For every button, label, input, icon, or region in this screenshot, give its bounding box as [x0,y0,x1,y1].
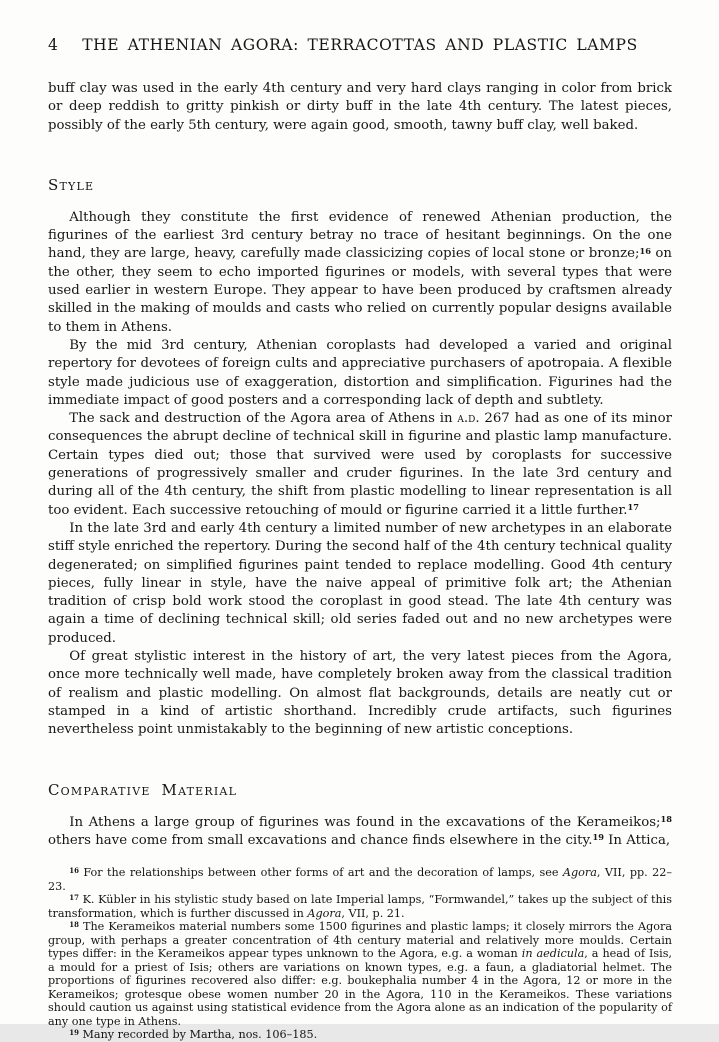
running-head [48,36,672,55]
footnote-19: $^{19}$ Many recorded by Martha, nos. 106–185. [69,1027,318,1042]
footnote-16: $^{16}$ For the relationships between other forms of art and the decoration of lamps, see Agora, VII, pp. 22–23. [48,865,672,893]
section-heading-style: Style [48,175,95,194]
body-text [48,80,672,850]
style-paragraph-5: Of great stylistic interest in the history of art, the very latest pieces from the Agora, once more technically well made, have completely broken away from the classical tradition of realism and plastic modelling. On almost flat backgrounds, details are neatly cut or stamped in a kind of artistic shorthand. Incredibly crude artifacts, such figurines nevertheless point unmistakably to the beginning of new artistic conceptions. [48,649,672,738]
running-title: THE ATHENIAN AGORA: TERRACOTTAS AND PLASTIC LAMPS [82,36,638,54]
style-paragraph-1: Although they constitute the first evidence of renewed Athenian production, the figurines of the earliest 3rd century betray no trace of hesitant beginnings. On the one hand, they are large, heavy, carefully made classicizing copies of local stone or bronze;$^{16}$ on the other, they seem to echo imported figurines or models, with several types that were used earlier in western Europe. They appear to have been produced by craftsmen already skilled in the making of moulds and casts who relied on currently popular designs available to them in Athens. [48,209,672,335]
section-heading-comparative-material: Comparative Material [48,780,238,799]
style-paragraph-2: By the mid 3rd century, Athenian coroplasts had developed a varied and original repertory for devotees of foreign cults and appreciative purchasers of apotropaia. A flexible style made judicious use of exaggeration, distortion and simplification. Figurines had the immediate impact of good posters and a corresponding lack of depth and subtlety. [48,337,672,408]
footnotes-section [48,866,672,1042]
intro-paragraph: buff clay was used in the early 4th century and very hard clays ranging in color from brick or deep reddish to gritty pinkish or dirty buff in the late 4th century. The latest pieces, possibly of the early 5th century, were again good, smooth, tawny buff clay, well baked. [48,81,672,133]
style-paragraph-4: In the late 3rd and early 4th century a limited number of new archetypes in an elaborate stiff style enriched the repertory. During the second half of the 4th century technical quality degenerated; on simplified figurines paint tended to replace modelling. Good 4th century pieces, fully linear in style, have the naive appeal of primitive folk art; the Athenian tradition of crisp bold work stood the coroplast in good stead. The late 4th century was again a time of declining technical skill; old series faded out and no new archetypes were produced. [48,520,672,646]
page-number: 4 [48,36,58,54]
footnote-18: $^{18}$ The Kerameikos material numbers some 1500 figurines and plastic lamps; it closely mirrors the Agora group, with perhaps a greater concentration of 4th century material and relatively more moulds. Certain types differ: in the Kerameikos appear types unknown to the Agora, e.g. a woman in aedicula, a head of Isis, a mould for a priest of Isis; others are variations on known types, e.g. a faun, a gladiatorial helmet. The proportions of figurines recovered also differ: e.g. boukephalia number 4 in the Agora, 12 or more in the Kerameikos; grotesque obese women number 20 in the Agora, 110 in the Kerameikos. These variations should caution us against using statistical evidence from the Agora alone as an indication of the popularity of any one type in Athens. [48,919,672,1028]
style-paragraph-3: The sack and destruction of the Agora area of Athens in a.d. 267 had as one of its minor consequences the abrupt decline of technical skill in figurine and plastic lamp manufacture. Certain types died out; those that survived were used by coroplasts for successive generations of progressively smaller and cruder figurines. In the late 3rd century and during all of the 4th century, the shift from plastic modelling to linear representation is all too evident. Each successive retouching of mould or figurine carried it a little further.$^{17}$ [48,411,672,518]
comparative-material-paragraph-1: In Athens a large group of figurines was found in the excavations of the Kerameikos;$^{18}$ others have come from small excavations and chance finds elsewhere in the city.$^{19}$ In Attica, [48,813,672,848]
footnote-17: $^{17}$ K. Kübler in his stylistic study based on late Imperial lamps, “Formwandel,” takes up the subject of this transformation, which is further discussed in Agora, VII, p. 21. [48,892,672,920]
